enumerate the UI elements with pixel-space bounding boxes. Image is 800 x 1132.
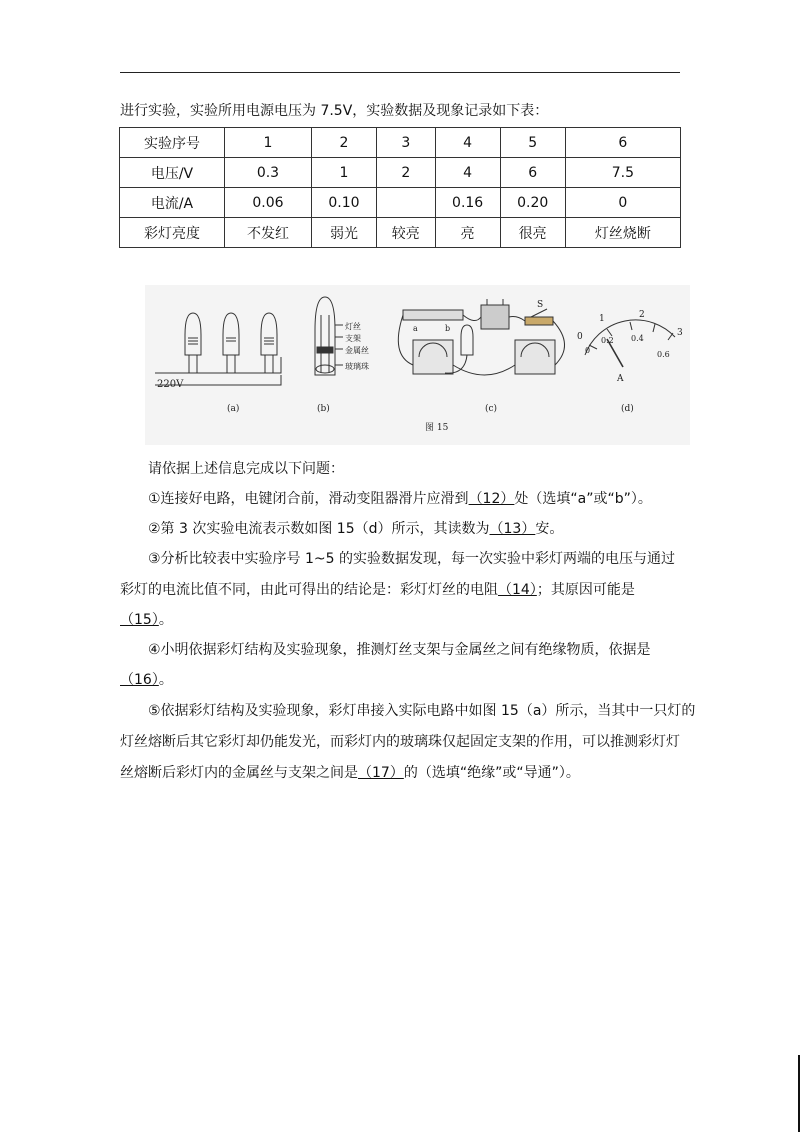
figure-15 bbox=[145, 285, 690, 445]
scale-bottom-0: 0 bbox=[585, 346, 591, 355]
meter-unit-label: A bbox=[617, 374, 624, 384]
scale-top-1: 1 bbox=[599, 314, 605, 324]
rheostat-end-a: a bbox=[413, 324, 418, 333]
scale-top-0: 0 bbox=[577, 332, 583, 342]
answer-blank-16: （16） bbox=[120, 672, 159, 688]
row-label: 实验序号 bbox=[120, 128, 225, 158]
answer-blank-13: （13） bbox=[489, 521, 536, 537]
table-cell: 很亮 bbox=[500, 218, 565, 248]
question-13: ②第 3 次实验电流表示数如图 15（d）所示，其读数为（13）安。 bbox=[148, 521, 564, 537]
data-table bbox=[119, 127, 681, 248]
question-12: ①连接好电路，电键闭合前，滑动变阻器滑片应滑到（12）处（选填“a”或“b”）。 bbox=[148, 491, 652, 507]
switch-label: S bbox=[537, 300, 544, 310]
table-row bbox=[120, 128, 681, 158]
table-cell: 6 bbox=[500, 158, 565, 188]
part-label-glass-bead: 玻璃珠 bbox=[345, 362, 369, 371]
rheostat-end-b: b bbox=[445, 324, 451, 333]
answer-blank-14: （14） bbox=[498, 582, 537, 598]
scale-bottom-0-2: 0.2 bbox=[601, 336, 614, 345]
answer-blank-15: （15） bbox=[120, 612, 159, 628]
question-15: （15）。 bbox=[120, 612, 173, 628]
table-cell: 2 bbox=[376, 158, 435, 188]
answer-blank-17: （17） bbox=[358, 765, 404, 781]
table-cell: 亮 bbox=[435, 218, 500, 248]
table-cell: 0 bbox=[565, 188, 680, 218]
table-cell: 3 bbox=[376, 128, 435, 158]
part-label-filament: 灯丝 bbox=[345, 322, 361, 331]
subfigure-c-label: (c) bbox=[485, 404, 498, 414]
table-cell: 4 bbox=[435, 158, 500, 188]
table-cell: 6 bbox=[565, 128, 680, 158]
table-cell: 4 bbox=[435, 128, 500, 158]
scale-bottom-0-4: 0.4 bbox=[631, 334, 644, 343]
question-17-line2: 灯丝熔断后其它彩灯却仍能发光，而彩灯内的玻璃珠仅起固定支架的作用，可以推测彩灯灯 bbox=[120, 734, 680, 750]
table-cell: 1 bbox=[311, 158, 376, 188]
table-cell: 0.20 bbox=[500, 188, 565, 218]
table-cell: 1 bbox=[225, 128, 312, 158]
voltage-label: 220V bbox=[157, 379, 184, 390]
table-row bbox=[120, 188, 681, 218]
scale-top-2: 2 bbox=[639, 310, 645, 320]
scale-bottom-0-6: 0.6 bbox=[657, 350, 670, 359]
table-cell: 0.06 bbox=[225, 188, 312, 218]
table-cell: 0.3 bbox=[225, 158, 312, 188]
figure-caption: 图 15 bbox=[425, 423, 449, 433]
part-label-wire: 金属丝 bbox=[345, 346, 369, 355]
table-cell: 7.5 bbox=[565, 158, 680, 188]
row-label: 电流/A bbox=[120, 188, 225, 218]
table-cell: 灯丝烧断 bbox=[565, 218, 680, 248]
question-14-line2: 彩灯的电流比值不同，由此可得出的结论是：彩灯灯丝的电阻（14）；其原因可能是 bbox=[120, 582, 635, 598]
row-label: 彩灯亮度 bbox=[120, 218, 225, 248]
subfigure-d-label: (d) bbox=[621, 404, 634, 414]
row-label: 电压/V bbox=[120, 158, 225, 188]
table-cell bbox=[376, 188, 435, 218]
question-17: 丝熔断后彩灯内的金属丝与支架之间是（17）的（选填“绝缘”或“导通”）。 bbox=[120, 765, 580, 781]
table-row bbox=[120, 218, 681, 248]
table-cell: 0.10 bbox=[311, 188, 376, 218]
subfigure-b-label: (b) bbox=[317, 404, 330, 414]
question-14-line1: ③分析比较表中实验序号 1~5 的实验数据发现，每一次实验中彩灯两端的电压与通过 bbox=[148, 551, 675, 567]
intro-text: 进行实验，实验所用电源电压为 7.5V，实验数据及现象记录如下表： bbox=[120, 103, 549, 119]
table-row bbox=[120, 158, 681, 188]
table-cell: 2 bbox=[311, 128, 376, 158]
table-cell: 弱光 bbox=[311, 218, 376, 248]
table-cell: 0.16 bbox=[435, 188, 500, 218]
table-cell: 不发红 bbox=[225, 218, 312, 248]
question-17-line1: ⑤依据彩灯结构及实验现象，彩灯串接入实际电路中如图 15（a）所示，当其中一只灯的 bbox=[148, 703, 696, 719]
question-16-line1: ④小明依据彩灯结构及实验现象，推测灯丝支架与金属丝之间有绝缘物质，依据是 bbox=[148, 642, 651, 658]
question-lead: 请依据上述信息完成以下问题： bbox=[148, 461, 344, 477]
part-label-bracket: 支架 bbox=[345, 334, 361, 343]
table-cell: 较亮 bbox=[376, 218, 435, 248]
answer-blank-12: （12） bbox=[468, 491, 515, 507]
table-cell: 5 bbox=[500, 128, 565, 158]
question-16: （16）。 bbox=[120, 672, 173, 688]
scale-top-3: 3 bbox=[677, 328, 683, 338]
subfigure-a-label: (a) bbox=[227, 404, 240, 414]
header-rule bbox=[120, 72, 680, 73]
